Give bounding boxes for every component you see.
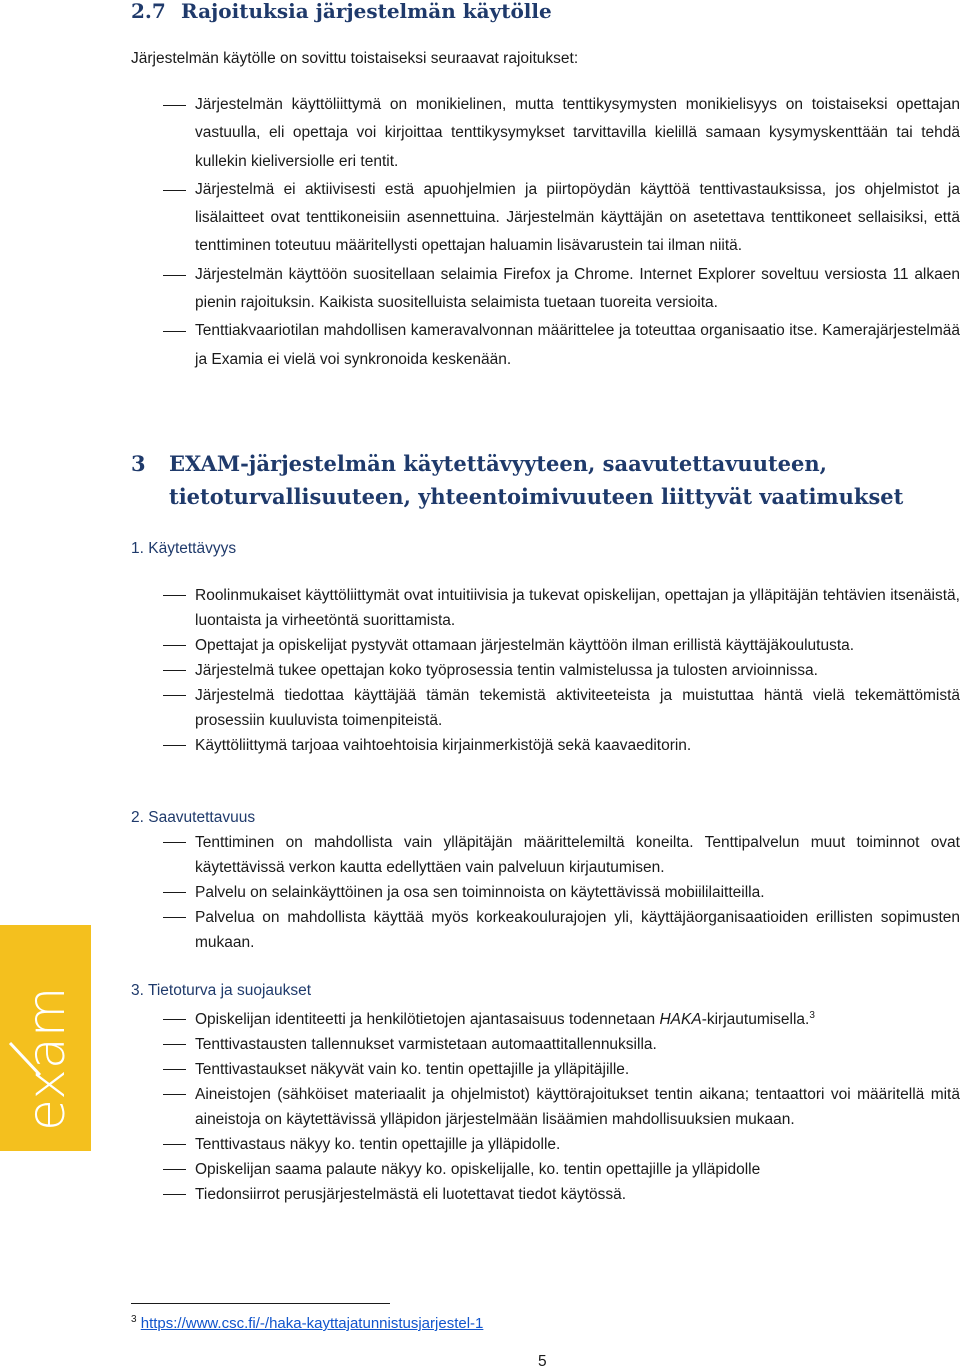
list-item: Järjestelmä ei aktiivisesti estä apuohjelmien ja piirtopöydän käyttöä tenttivastauksissa, jos ohjelmistot ja lisälaitteet ovat tenttikoneisiin asennettuina. Järjestelmän käyttäjän on asetettava tenttikoneet sellaisiksi, että tenttiminen toteutuu määritellysti opettajan haluamin lisävarustein tai ilman niitä. [163, 176, 960, 261]
list-item: Opiskelijan saama palaute näkyy ko. opiskelijalle, ko. tentin opettajille ja ylläpidolle [163, 1157, 960, 1182]
list-item: Tenttivastaukset näkyvät vain ko. tentin opettajille ja ylläpitäjille. [163, 1057, 960, 1082]
footnote [131, 1314, 483, 1334]
section-heading-3 [131, 447, 921, 513]
exam-logo-icon [0, 925, 91, 1151]
list-item-haka [163, 1007, 960, 1032]
list-item: Tiedonsiirrot perusjärjestelmästä eli luotettavat tiedot käytössä. [163, 1182, 960, 1207]
footnote-divider [131, 1303, 390, 1304]
list-item: Järjestelmä tukee opettajan koko työprosessia tentin valmistelussa ja tulosten arvioinnissa. [163, 658, 960, 683]
section-number: 2.7 [131, 0, 166, 23]
subheading-accessibility: 2. Saavutettavuus [131, 809, 256, 826]
list-item: Opettajat ja opiskelijat pystyvät ottamaan järjestelmän käyttöön ilman erillistä käyttäjäkoulutusta. [163, 633, 960, 658]
list-item: Palvelu on selainkäyttöinen ja osa sen toiminnoista on käytettävissä mobiililaitteilla. [163, 880, 960, 905]
list-item: Palvelua on mahdollista käyttää myös korkeakoulurajojen yli, käyttäjäorganisaatioiden erillisten sopimusten mukaan. [163, 905, 960, 955]
restrictions-list [163, 91, 960, 374]
list-item: Tenttivastausten tallennukset varmistetaan automaattitallennuksilla. [163, 1032, 960, 1057]
section-title: EXAM-järjestelmän käytettävyyteen, saavutettavuuteen, tietoturvallisuuteen, yhteentoimivuuteen liittyvät vaatimukset [169, 451, 904, 509]
footnote-link[interactable]: https://www.csc.fi/-/haka-kayttajatunnistusjarjestel-1 [140, 1315, 484, 1332]
list-item: Järjestelmän käyttöliittymä on monikielinen, mutta tenttikysymysten monikielisyys on toistaiseksi opettajan vastuulla, eli opettaja voi kirjoittaa tenttikysymykset tarvittavilla kielillä samaan kysymyskenttään tai tehdä kullekin kieliversiolle eri tentit. [163, 91, 960, 176]
footnote-ref[interactable]: 3 [809, 1010, 815, 1021]
page-number: 5 [538, 1353, 547, 1370]
item-text: -kirjautumisella. [701, 1011, 810, 1028]
usability-list [163, 583, 960, 758]
security-list [163, 1007, 960, 1207]
subheading-usability: 1. Käytettävyys [131, 540, 237, 557]
list-item: Järjestelmän käyttöön suositellaan selaimia Firefox ja Chrome. Internet Explorer soveltuu versiosta 11 alkaen pienin rajoituksin. Kaikista suositelluista selaimista tuetaan tuoreita versioita. [163, 261, 960, 318]
list-item: Järjestelmä tiedottaa käyttäjää tämän tekemistä aktiviteeteista ja muistuttaa häntä vielä tekemättömistä prosessiin kuuluvista toimenpiteistä. [163, 683, 960, 733]
list-item: Aineistojen (sähköiset materiaalit ja ohjelmistot) käyttörajoitukset tentin aikana; tentaattori voi määritellä mitä aineistoja on käytettävissä ylläpidon järjestelmään lisäämien mahdollisuuksien mukaan. [163, 1082, 960, 1132]
list-item: Käyttöliittymä tarjoaa vaihtoehtoisia kirjainmerkistöjä sekä kaavaeditorin. [163, 733, 960, 758]
emphasis-haka: HAKA [659, 1011, 702, 1028]
section-title: Rajoituksia järjestelmän käytölle [181, 0, 552, 23]
accessibility-list [163, 830, 960, 955]
list-item: Tenttiakvaariotilan mahdollisen kameravalvonnan määrittelee ja toteuttaa organisaatio itse. Kamerajärjestelmää ja Examia ei vielä voi synkronoida keskenään. [163, 317, 960, 374]
logo-text: exam [17, 986, 77, 1131]
subheading-security: 3. Tietoturva ja suojaukset [131, 982, 312, 999]
list-item: Tenttiminen on mahdollista vain ylläpitäjän määrittelemiltä koneilta. Tenttipalvelun muut toiminnot ovat käytettävissä verkon kautta edellyttäen vain palveluun kirjautumisen. [163, 830, 960, 880]
list-item: Roolinmukaiset käyttöliittymät ovat intuitiivisia ja tukevat opiskelijan, opettajan ja ylläpitäjän tehtävien itsenäistä, luontaista ja virheetöntä suorittamista. [163, 583, 960, 633]
footnote-number: 3 [131, 1314, 137, 1325]
item-text: Opiskelijan identiteetti ja henkilötietojen ajantasaisuus todennetaan [195, 1011, 660, 1028]
intro-paragraph: Järjestelmän käytölle on sovittu toistaiseksi seuraavat rajoitukset: [131, 50, 579, 67]
exam-logo [0, 925, 91, 1151]
list-item: Tenttivastaus näkyy ko. tentin opettajille ja ylläpidolle. [163, 1132, 960, 1157]
section-heading-2-7 [131, 0, 552, 22]
section-number: 3 [131, 451, 146, 476]
